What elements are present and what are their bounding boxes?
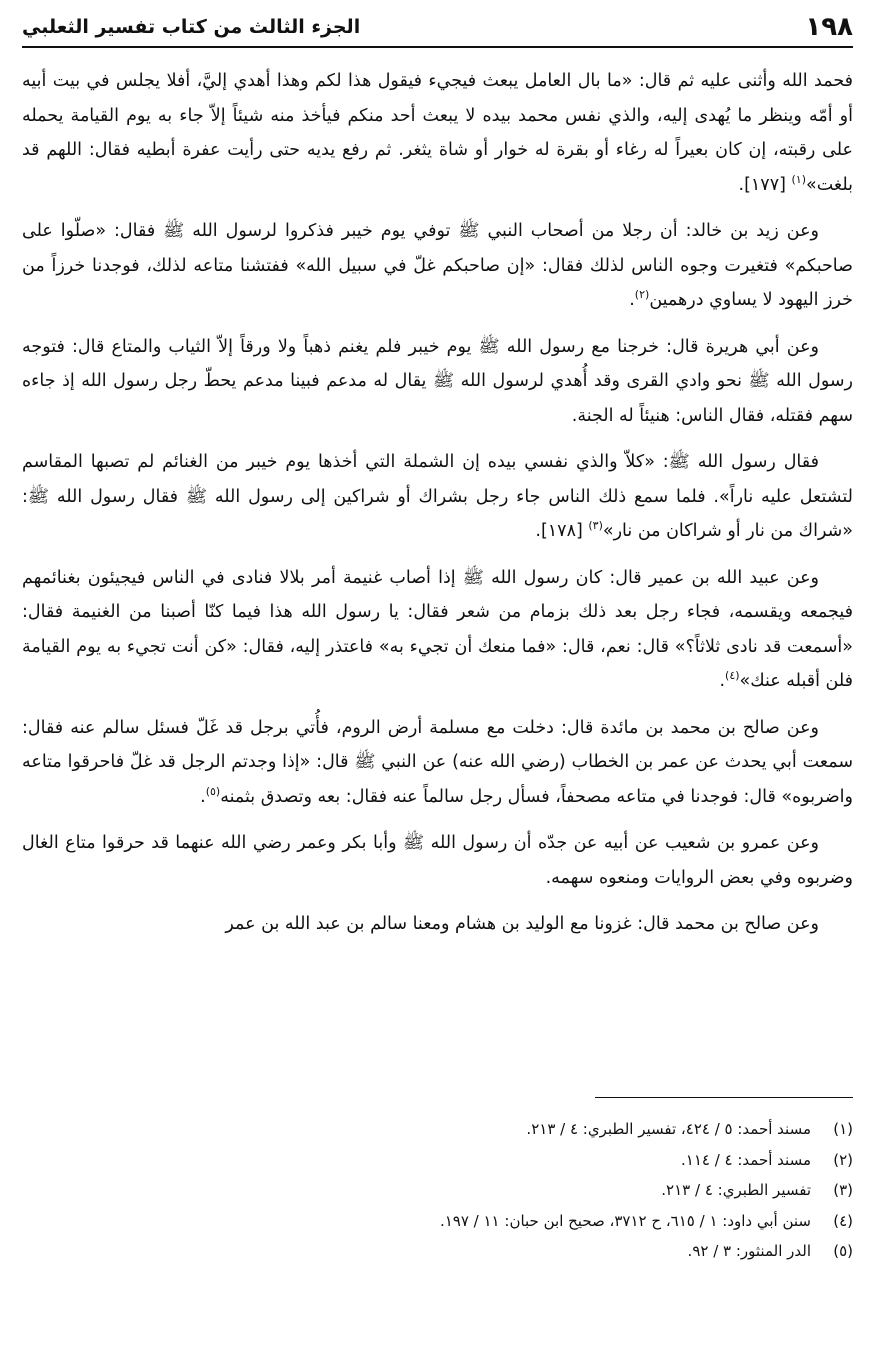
footnote-ref: (١) — [791, 172, 806, 186]
main-text — [22, 64, 853, 954]
footnote-ref: (٢) — [634, 288, 650, 302]
page-header — [22, 8, 853, 48]
footnote — [22, 1145, 853, 1176]
paragraph: وعن عمرو بن شعيب عن أبيه عن جدّه أن رسول الله ﷺ وأبا بكر وعمر رضي الله عنهما قد حرقوا متاع الغال وضربوه وفي بعض الروايات ومنعوه سهمه. — [22, 833, 853, 888]
paragraph: وعن عبيد الله بن عمير قال: كان رسول الله ﷺ إذا أصاب غنيمة أمر بلالا فنادى في الناس فيجيئون بغنائمهم فيجمعه ويقسمه، فجاء رجل بعد ذلك بزمام من شعر فقال: يا رسول الله هذا فيما كنّا أصبنا من الغنيمة فقال: «أسمعت قد نادى ثلاثاً؟» قال: نعم، قال: «فما منعك أن تجيء به» فاعتذر إليه، فقال: «كن أنت تجيء به يوم القيامة فلن أقبله عنك»$^{(٤)}$. — [22, 567, 853, 691]
paragraph: فحمد الله وأثنى عليه ثم قال: «ما بال العامل يبعث فيجيء فيقول هذا لكم وهذا أهدي إليَّ، أفلا يجلس في بيت أبيه أو أمّه وينظر ما يُهدى إليه، والذي نفس محمد بيده لا يبعث أحد منكم فيأخذ منه شيئاً إلاّ جاء به يوم القيامة يحمله على رقبته، إن كان بعيراً له رغاء أو بقرة له خوار أو شاة يثغر. ثم رفع يديه حتى رأيت عفرة أبطيه فقال: اللهم قد بلغت»$^{(١)}$ [١٧٧]. — [22, 71, 853, 195]
paragraph: وعن صالح بن محمد بن مائدة قال: دخلت مع مسلمة أرض الروم، فأُتي برجل قد غَلّ فسئل سالم عنه فقال: سمعت أبي يحدث عن عمر بن الخطاب (رضي الله عنه) عن النبي ﷺ قال: «إذا وجدتم الرجل قد غلّ فاحرقوا متاعه واضربوه» قال: فوجدنا في متاعه مصحفاً، فسأل رجل سالماً عنه فقال: بعه وتصدق بثمنه$^{(٥)}$. — [22, 717, 853, 807]
paragraph: وعن صالح بن محمد قال: غزونا مع الوليد بن هشام ومعنا سالم بن عبد الله بن عمر — [225, 914, 819, 934]
paragraph: وعن أبي هريرة قال: خرجنا مع رسول الله ﷺ يوم خيبر فلم يغنم ذهباً ولا ورقاً إلاّ الثياب والمتاع قال: فتوجه رسول الله ﷺ نحو وادي القرى وقد أُهدي لرسول الله ﷺ يقال له مدعم فبينا مدعم يحطّ رجل رسول الله إذ جاءه سهم فقتله، فقال الناس: هنيئاً له الجنة. — [22, 336, 853, 426]
footnote-number: (١) — [833, 1120, 853, 1138]
footnote-text: مسند أحمد: ٥ / ٤٢٤، تفسير الطبري: ٤ / ٢١٣. — [526, 1120, 811, 1138]
footnote-number: (٥) — [833, 1242, 853, 1260]
footnote-text: الدر المنثور: ٣ / ٩٢. — [687, 1242, 811, 1260]
footnote-ref: (٥) — [205, 784, 221, 798]
footnote — [22, 1114, 853, 1145]
footnote — [22, 1175, 853, 1206]
footnote-number: (٤) — [833, 1211, 853, 1230]
footnote-ref: (٣) — [588, 519, 603, 533]
paragraph: فقال رسول الله ﷺ: «كلاّ والذي نفسي بيده إن الشملة التي أخذها يوم خيبر من الغنائم لم تصبها المقاسم لتشتعل عليه ناراً». فلما سمع ذلك الناس جاء رجل بشراك أو شراكين إلى رسول الله ﷺ فقال رسول الله ﷺ: «شراك من نار أو شراكان من نار»$^{(٣)}$ [١٧٨]. — [22, 452, 853, 541]
footnote-text: تفسير الطبري: ٤ / ٢١٣. — [661, 1181, 811, 1199]
footnote-ref: (٤) — [725, 669, 740, 683]
paragraph: وعن زيد بن خالد: أن رجلا من أصحاب النبي ﷺ توفي يوم خيبر فذكروا لرسول الله ﷺ فقال: «صلّوا على صاحبكم» فتغيرت وجوه الناس لذلك فقال: «إن صاحبكم غلّ في سبيل الله» ففتشنا متاعه لذلك، فوجدنا خرزاً من خرز اليهود لا يساوي درهمين$^{(٢)}$. — [22, 221, 853, 310]
running-title: الجزء الثالث من كتاب تفسير الثعلبي — [22, 16, 361, 38]
footnote-text: سنن أبي داود: ١ / ٦١٥، ح ٣٧١٢، صحيح ابن حبان: ١١ / ١٩٧. — [439, 1211, 811, 1230]
page-number: ١٩٨ — [805, 12, 853, 42]
footnote-number: (٢) — [833, 1150, 853, 1169]
footnote — [22, 1206, 853, 1237]
footnote — [22, 1236, 853, 1267]
footnotes — [22, 1114, 853, 1267]
footnote-text: مسند أحمد: ٤ / ١١٤. — [680, 1150, 811, 1169]
footnote-divider — [595, 1097, 853, 1098]
footnote-number: (٣) — [833, 1181, 853, 1199]
